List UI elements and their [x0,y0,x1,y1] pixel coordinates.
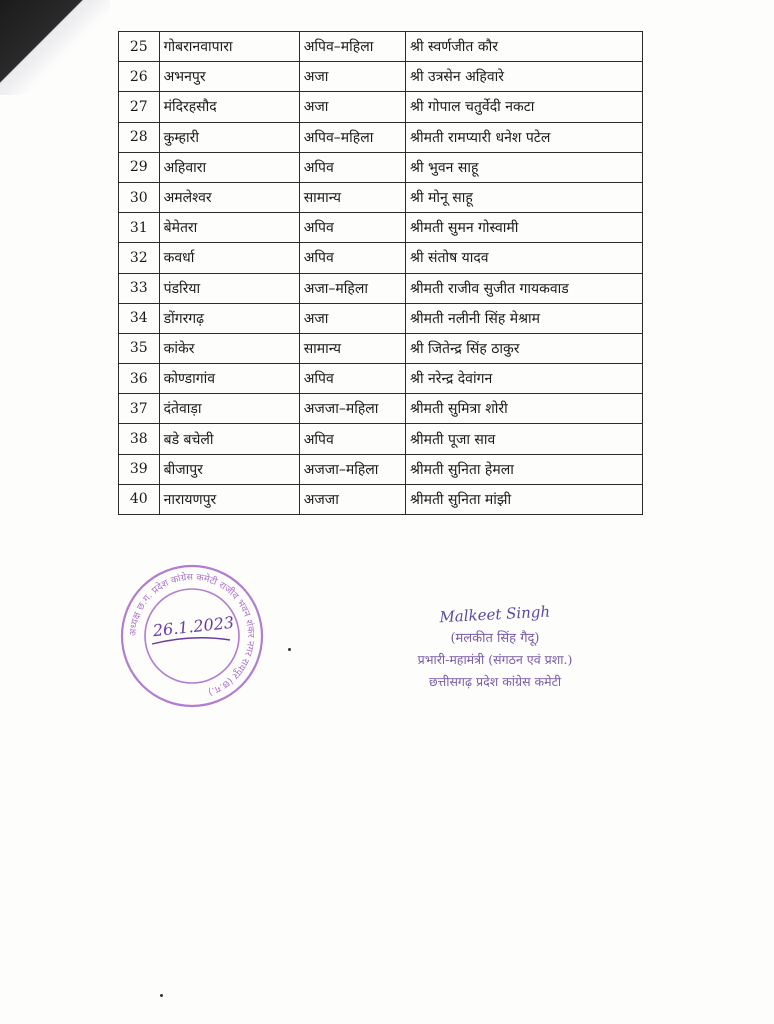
row-number: 32 [119,243,160,273]
signature-scribble-text: Malkeet Singh [438,602,551,627]
place-name: मंदिरहसौद [159,92,299,122]
row-number: 25 [119,32,160,62]
place-name: डोंगरगढ़ [159,303,299,333]
place-name: पंडरिया [159,273,299,303]
place-name: दंतेवाड़ा [159,394,299,424]
signature-scribble [405,600,585,630]
place-name: अभनपुर [159,62,299,92]
signatory-post: प्रभारी-महामंत्री (संगठन एवं प्रशा.) [417,652,573,667]
signature-block [380,600,610,690]
table-row [119,303,643,333]
reservation-category: अजजा–महिला [299,394,405,424]
reservation-category: अजजा–महिला [299,454,405,484]
nominee-name: श्री स्वर्णजीत कौर [406,32,643,62]
row-number: 35 [119,333,160,363]
row-number: 40 [119,484,160,514]
seal-ring-text: अध्यक्ष छ.ग. प्रदेश कांग्रेस कमेटी राजीव भवन शंकर नगर रायपुर (छ.ग.) [127,571,257,698]
nominee-name: श्रीमती पूजा साव [406,424,643,454]
nominee-name: श्री भुवन साहू [406,152,643,182]
reservation-category: अपिव [299,424,405,454]
nominee-name: श्री जितेन्द्र सिंह ठाकुर [406,333,643,363]
nominee-name: श्रीमती सुमित्रा शोरी [406,394,643,424]
reservation-category: अपिव–महिला [299,32,405,62]
reservation-category: अपिव–महिला [299,122,405,152]
row-number: 34 [119,303,160,333]
nominee-name: श्री गोपाल चतुर्वेदी नकटा [406,92,643,122]
reservation-category: अजजा [299,484,405,514]
place-name: कोण्डागांव [159,364,299,394]
place-name: नारायणपुर [159,484,299,514]
reservation-category: अजा–महिला [299,273,405,303]
reservation-category: अपिव [299,152,405,182]
reservation-category: अपिव [299,364,405,394]
table-row [119,62,643,92]
place-name: गोबरानवापारा [159,32,299,62]
table-row [119,454,643,484]
reservation-category: अपिव [299,213,405,243]
table-row [119,484,643,514]
reservation-category: अपिव [299,243,405,273]
row-number: 36 [119,364,160,394]
reservation-category: सामान्य [299,182,405,212]
ink-speck [288,648,291,651]
row-number: 27 [119,92,160,122]
nominee-name: श्री नरेन्द्र देवांगन [406,364,643,394]
row-number: 31 [119,213,160,243]
row-number: 28 [119,122,160,152]
nominee-name: श्रीमती रामप्यारी धनेश पटेल [406,122,643,152]
seal-date: 26.1.2023 [151,612,235,641]
reservation-category: सामान्य [299,333,405,363]
place-name: कांकेर [159,333,299,363]
table-row [119,273,643,303]
row-number: 37 [119,394,160,424]
row-number: 30 [119,182,160,212]
nominee-name: श्री मोनू साहू [406,182,643,212]
table-row [119,32,643,62]
reservation-table [118,31,643,515]
official-seal [118,562,266,710]
reservation-category: अजा [299,62,405,92]
place-name: बीजापुर [159,454,299,484]
table-row [119,213,643,243]
place-name: बेमेतरा [159,213,299,243]
signatory-name: (मलकीत सिंह गैदू) [450,631,540,646]
row-number: 29 [119,152,160,182]
place-name: अहिवारा [159,152,299,182]
signatory-organization: छत्तीसगढ़ प्रदेश कांग्रेस कमेटी [428,674,562,689]
table-row [119,152,643,182]
row-number: 33 [119,273,160,303]
nominee-name: श्रीमती सुनिता मांझी [406,484,643,514]
nominee-name: श्री उत्रसेन अहिवारे [406,62,643,92]
nominee-name: श्रीमती राजीव सुजीत गायकवाड [406,273,643,303]
nominee-name: श्रीमती नलीनी सिंह मेश्राम [406,303,643,333]
table-row [119,243,643,273]
ink-speck [160,994,163,997]
place-name: कवर्धा [159,243,299,273]
nominee-name: श्रीमती सुनिता हेमला [406,454,643,484]
row-number: 38 [119,424,160,454]
table-row [119,394,643,424]
table-row [119,333,643,363]
reservation-category: अजा [299,303,405,333]
table-row [119,424,643,454]
place-name: बडे बचेली [159,424,299,454]
table-row [119,364,643,394]
place-name: अमलेश्वर [159,182,299,212]
table-body [119,32,643,515]
row-number: 26 [119,62,160,92]
table-row [119,122,643,152]
row-number: 39 [119,454,160,484]
place-name: कुम्हारी [159,122,299,152]
scan-corner-shadow [0,0,110,95]
reservation-category: अजा [299,92,405,122]
nominee-name: श्री संतोष यादव [406,243,643,273]
table-row [119,182,643,212]
table-row [119,92,643,122]
nominee-name: श्रीमती सुमन गोस्वामी [406,213,643,243]
